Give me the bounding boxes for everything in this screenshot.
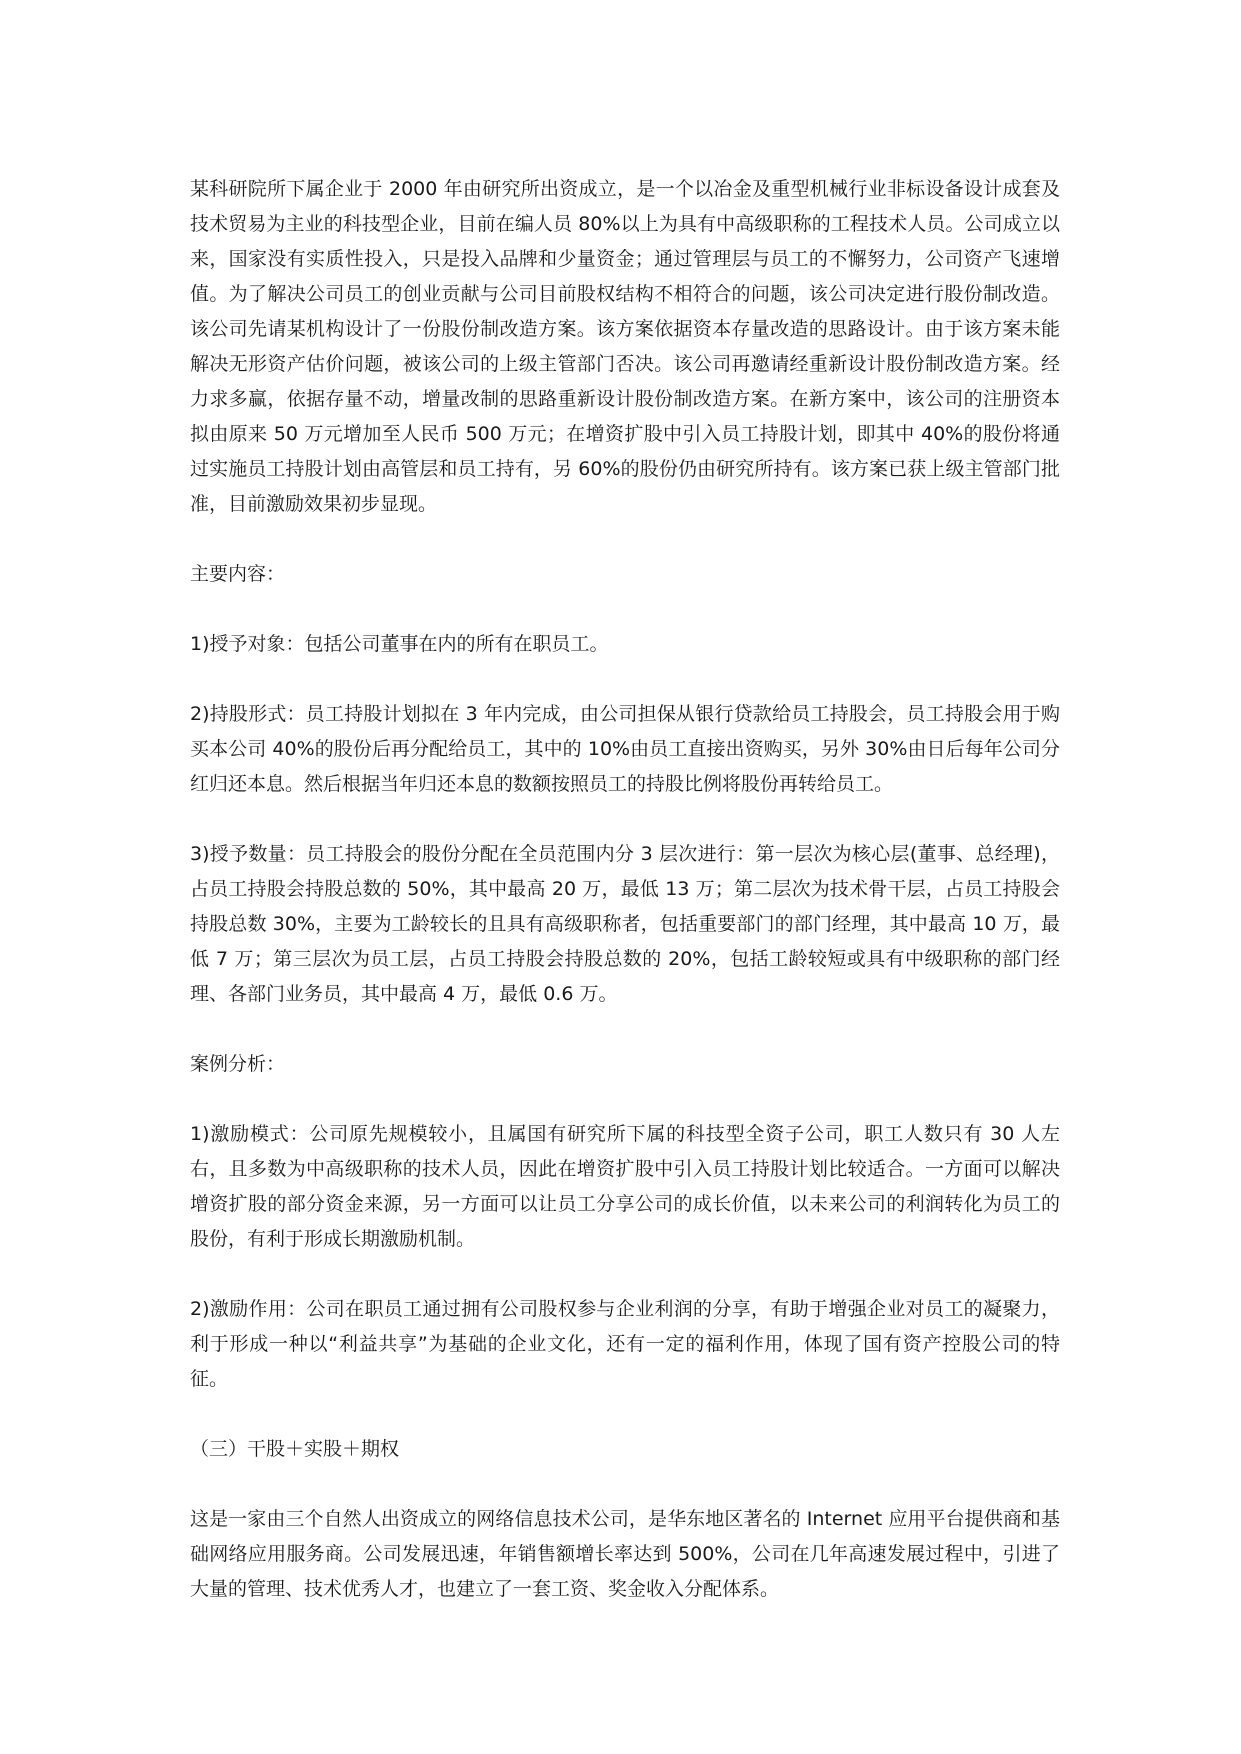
- incentive-mode-paragraph: 1)激励模式：公司原先规模较小，且属国有研究所下属的科技型全资子公司，职工人数只有 30 人左右，且多数为中高级职称的技术人员，因此在增资扩股中引入员工持股计划比较适合。一方面可以解决增资扩股的部分资金来源，另一方面可以让员工分享公司的成长价值，以未来公司的利润转化为员工的股份，有利于形成长期激励机制。: [190, 1123, 1060, 1250]
- network-company-paragraph: 这是一家由三个自然人出资成立的网络信息技术公司，是华东地区著名的 Internet 应用平台提供商和基础网络应用服务商。公司发展迅速，年销售额增长率达到 500%，公司在几年高速发展过程中，引进了大量的管理、技术优秀人才，也建立了一套工资、奖金收入分配体系。: [190, 1508, 1060, 1600]
- incentive-effect-paragraph: 2)激励作用：公司在职员工通过拥有公司股权参与企业利润的分享，有助于增强企业对员工的凝聚力，利于形成一种以“利益共享”为基础的企业文化，还有一定的福利作用，体现了国有资产控股公司的特征。: [190, 1298, 1060, 1390]
- main-content-heading: 主要内容：: [190, 563, 286, 585]
- case-analysis-heading: 案例分析：: [190, 1053, 286, 1075]
- grant-quantity-paragraph: 3)授予数量：员工持股会的股份分配在全员范围内分 3 层次进行：第一层次为核心层(董事、总经理)，占员工持股会持股总数的 50%，其中最高 20 万，最低 13 万；第二层次为技术骨干层，占员工持股会持股总数 30%，主要为工龄较长的且具有高级职称者，包括重要部门的部门经理，其中最高 10 万，最低 7 万；第三层次为员工层，占员工持股会持股总数的 20%，包括工龄较短或具有中级职称的部门经理、各部门业务员，其中最高 4 万，最低 0.6 万。: [190, 843, 1060, 1005]
- grant-target-paragraph: 1)授予对象：包括公司董事在内的所有在职员工。: [190, 633, 609, 655]
- case-intro-paragraph: 某科研院所下属企业于 2000 年由研究所出资成立，是一个以冶金及重型机械行业非标设备设计成套及技术贸易为主业的科技型企业，目前在编人员 80%以上为具有中高级职称的工程技术人员。公司成立以来，国家没有实质性投入，只是投入品牌和少量资金；通过管理层与员工的不懈努力，公司资产飞速增值。为了解决公司员工的创业贡献与公司目前股权结构不相符合的问题，该公司决定进行股份制改造。该公司先请某机构设计了一份股份制改造方案。该方案依据资本存量改造的思路设计。由于该方案未能解决无形资产估价问题，被该公司的上级主管部门否决。该公司再邀请经重新设计股份制改造方案。经力求多赢，依据存量不动，增量改制的思路重新设计股份制改造方案。在新方案中，该公司的注册资本拟由原来 50 万元增加至人民币 500 万元；在增资扩股中引入员工持股计划，即其中 40%的股份将通过实施员工持股计划由高管层和员工持有，另 60%的股份仍由研究所持有。该方案已获上级主管部门批准，目前激励效果初步显现。: [190, 178, 1060, 515]
- document-body: [190, 172, 1060, 1607]
- holding-form-paragraph: 2)持股形式：员工持股计划拟在 3 年内完成，由公司担保从银行贷款给员工持股会，员工持股会用于购买本公司 40%的股份后再分配给员工，其中的 10%由员工直接出资购买，另外 30%由日后每年公司分红归还本息。然后根据当年归还本息的数额按照员工的持股比例将股份再转给员工。: [190, 703, 1060, 795]
- section-three-heading: （三）干股＋实股＋期权: [190, 1438, 400, 1460]
